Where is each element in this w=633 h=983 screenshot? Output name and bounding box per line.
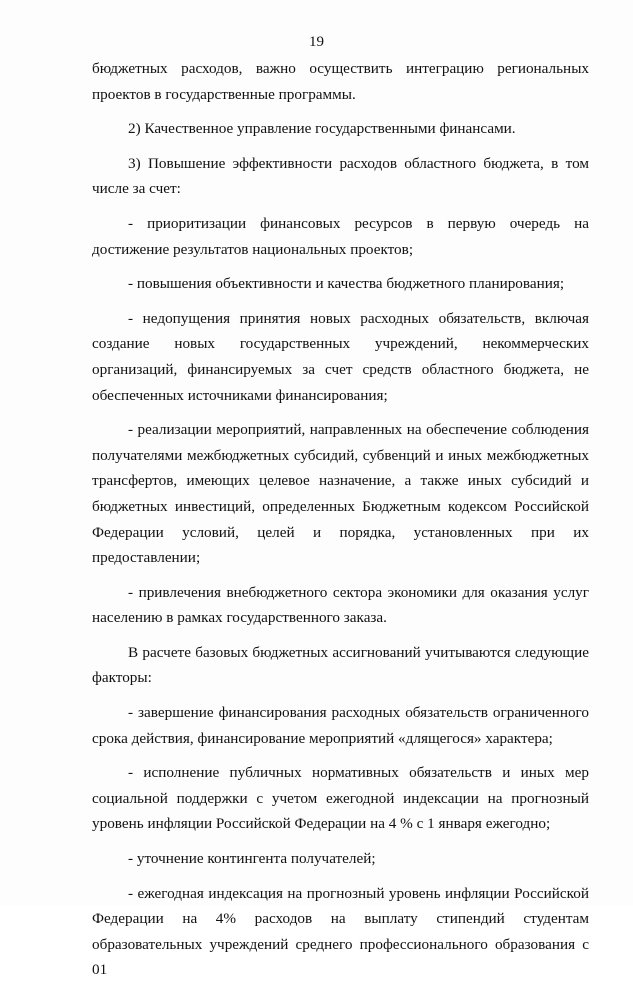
list-item: - привлечения внебюджетного сектора экономики для оказания услуг населению в рамках государственного заказа. — [92, 583, 589, 627]
paragraph: бюджетных расходов, важно осуществить интеграцию региональных проектов в государственные программы. — [92, 60, 589, 103]
list-item: - уточнение контингента получателей; — [128, 850, 376, 868]
document-body — [92, 56, 589, 983]
list-item: - недопущения принятия новых расходных обязательств, включая создание новых государственных учреждений, некоммерческих организаций, финансируемых за счет средств областного бюджета, не обеспеченных источниками финансирования; — [92, 309, 589, 404]
list-item: - повышения объективности и качества бюджетного планирования; — [128, 275, 565, 293]
list-item: - приоритизации финансовых ресурсов в первую очередь на достижение результатов национальных проектов; — [92, 214, 589, 258]
list-item: - завершение финансирования расходных обязательств ограниченного срока действия, финансирование мероприятий «длящегося» характера; — [92, 704, 589, 747]
paragraph: В расчете базовых бюджетных ассигнований учитываются следующие факторы: — [92, 643, 589, 687]
page-number: 19 — [309, 34, 324, 50]
list-item: - реализации мероприятий, направленных на обеспечение соблюдения получателями межбюджетных субсидий, субвенций и иных межбюджетных трансфертов, имеющих целевое назначение, а также иных субсидий и бюджетных инвестиций, определенных Бюджетным кодексом Российской Федерации условий, целей и порядка, установленных при их предоставлении; — [92, 421, 589, 567]
list-item: - исполнение публичных нормативных обязательств и иных мер социальной поддержки с учетом ежегодной индексации на прогнозный уровень инфляции Российской Федерации на 4 % с 1 января ежегодно; — [92, 764, 589, 833]
paragraph: 2) Качественное управление государственными финансами. — [128, 120, 516, 138]
list-item: - ежегодная индексация на прогнозный уровень инфляции Российской Федерации на 4% расходов на выплату стипендий студентам образовательных учреждений среднего профессионального образования с 01 — [92, 884, 589, 979]
paragraph: 3) Повышение эффективности расходов областного бюджета, в том числе за счет: — [92, 154, 589, 198]
